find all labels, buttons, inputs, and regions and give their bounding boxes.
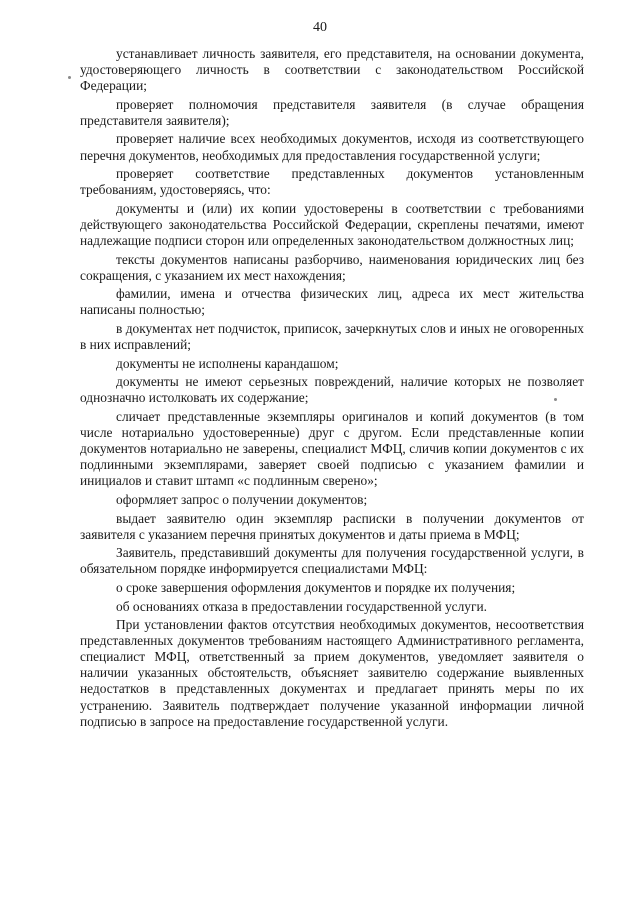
- paragraph-request-form: оформляет запрос о получении документов;: [116, 491, 368, 507]
- page-number: 40: [313, 20, 327, 35]
- paragraph-full-names: фамилии, имена и отчества физических лиц, адреса их мест жительства написаны полностью;: [80, 286, 584, 318]
- paragraph-documents-presence: проверяет наличие всех необходимых документов, исходя из соответствующего перечня документов, необходимых для предоставления государственной услуги;: [80, 131, 584, 163]
- paragraph-deadline: о сроке завершения оформления документов и порядке их получения;: [116, 579, 516, 595]
- scan-speck: [554, 398, 557, 401]
- paragraph-refusal-grounds: об основаниях отказа в предоставлении государственной услуги.: [116, 598, 487, 614]
- paragraph-authority-check: проверяет полномочия представителя заявителя (в случае обращения представителя заявителя);: [80, 96, 584, 128]
- paragraph-legible-text: тексты документов написаны разборчиво, наименования юридических лиц без сокращения, с указанием их мест нахождения;: [80, 251, 584, 283]
- paragraph-identity-check: устанавливает личность заявителя, его представителя, на основании документа, удостоверяющего личность в соответствии с законодательством Российской Федерации;: [80, 46, 584, 94]
- scan-speck: [68, 76, 71, 79]
- paragraph-receipt: выдает заявителю один экземпляр расписки в получении документов от заявителя с указанием перечня принятых документов и даты приема в МФЦ;: [80, 510, 584, 542]
- paragraph-requirements-check: проверяет соответствие представленных документов установленным требованиям, удостоверяясь, что:: [80, 166, 584, 198]
- paragraph-no-pencil: документы не исполнены карандашом;: [116, 355, 339, 371]
- paragraph-applicant-informed: Заявитель, представивший документы для получения государственной услуги, в обязательном порядке информируется специалистами МФЦ:: [80, 545, 584, 577]
- paragraph-no-erasures: в документах нет подчисток, приписок, зачеркнутых слов и иных не оговоренных в них исправлений;: [80, 321, 584, 353]
- document-body: [80, 46, 584, 732]
- paragraph-compare-copies: сличает представленные экземпляры оригиналов и копий документов (в том числе нотариально удостоверенные) друг с другом. Если представленные копии документов нотариально не заверены, специалист МФЦ, сличив копии документов с их подлинными экземплярами, заверяет своей подписью с указанием фамилии и инициалов и ставит штамп «с подлинным сверено»;: [80, 408, 584, 489]
- paragraph-certified-copies: документы и (или) их копии удостоверены в соответствии с требованиями действующего законодательства Российской Федерации, скреплены печатями, имеют надлежащие подписи сторон или определенных законодательством должностных лиц;: [80, 200, 584, 249]
- paragraph-no-damage: документы не имеют серьезных повреждений, наличие которых не позволяет однозначно истолковать их содержание;: [80, 374, 584, 406]
- paragraph-missing-documents: При установлении фактов отсутствия необходимых документов, несоответствия представленных документов требованиям настоящего Административного регламента, специалист МФЦ, ответственный за прием документов, уведомляет заявителя о наличии указанных обстоятельств, объясняет заявителю содержание выявленных недостатков в представленных документах и предлагает принять меры по их устранению. Заявитель подтверждает получение указанной информации личной подписью в запросе на предоставление государственной услуги.: [80, 617, 584, 729]
